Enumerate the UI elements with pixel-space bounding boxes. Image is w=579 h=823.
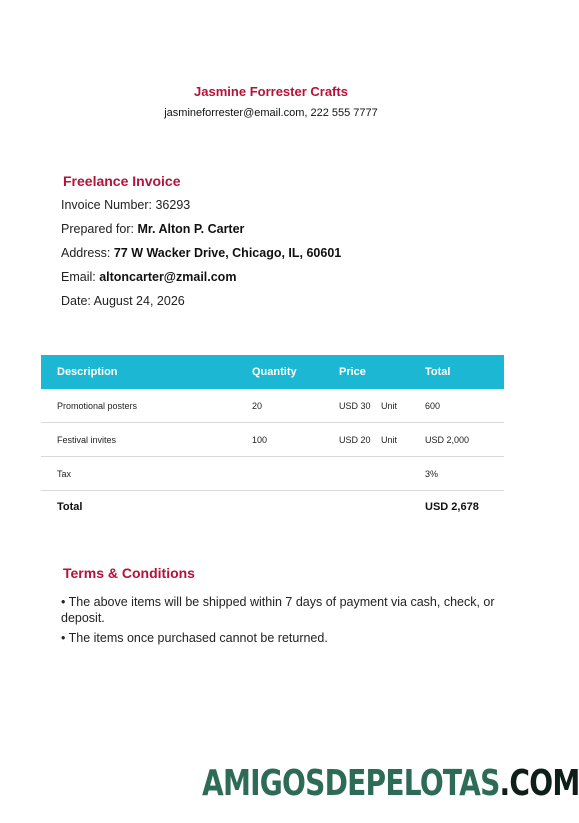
total-label: Total xyxy=(57,501,83,513)
terms-list xyxy=(61,594,501,650)
company-contact: jasmineforrester@email.com, 222 555 7777 xyxy=(164,107,378,119)
row-unit: Unit xyxy=(381,435,398,445)
header-price: Price xyxy=(339,366,366,378)
terms-item: • The items once purchased cannot be returned. xyxy=(61,631,328,645)
watermark-tld: .COM xyxy=(499,762,579,804)
date-label: Date: xyxy=(61,294,94,308)
address-label: Address: xyxy=(61,246,114,260)
company-name: Jasmine Forrester Crafts xyxy=(194,84,348,99)
email-line xyxy=(61,270,236,284)
prepared-for-label: Prepared for: xyxy=(61,222,138,236)
email-label: Email: xyxy=(61,270,100,284)
row-unit: Unit xyxy=(381,401,398,411)
row-description: Tax xyxy=(57,469,72,479)
header-total: Total xyxy=(425,366,451,378)
address-value: 77 W Wacker Drive, Chicago, IL, 60601 xyxy=(113,246,342,260)
row-total: 600 xyxy=(425,401,441,411)
total-value: USD 2,678 xyxy=(425,501,479,513)
prepared-for-line xyxy=(61,222,244,236)
row-description: Promotional posters xyxy=(57,401,138,411)
table-row xyxy=(41,389,504,423)
table-total-row xyxy=(41,491,504,524)
terms-title: Terms & Conditions xyxy=(63,565,195,581)
watermark-logo xyxy=(202,758,579,808)
row-quantity: 100 xyxy=(252,435,268,445)
email-value: altoncarter@zmail.com xyxy=(99,270,237,284)
header-quantity: Quantity xyxy=(252,366,297,378)
terms-item: • The above items will be shipped within 7 days of payment via cash, check, or deposit. xyxy=(61,595,495,625)
table-row xyxy=(41,457,504,491)
table-row xyxy=(41,423,504,457)
row-quantity: 20 xyxy=(252,401,263,411)
invoice-number-label: Invoice Number: xyxy=(61,198,156,212)
watermark-brand: AMIGOSDEPELOTAS xyxy=(202,762,500,804)
row-description: Festival invites xyxy=(57,435,117,445)
row-total: 3% xyxy=(425,469,439,479)
invoice-number: 36293 xyxy=(155,198,191,212)
invoice-title: Freelance Invoice xyxy=(63,173,181,189)
table-header xyxy=(41,355,504,389)
address-line xyxy=(61,246,341,260)
row-total: USD 2,000 xyxy=(425,435,470,445)
date-line xyxy=(61,294,185,308)
row-price: USD 20 xyxy=(339,435,371,445)
invoice-number-line xyxy=(61,198,190,212)
header-description: Description xyxy=(57,366,118,378)
invoice-table xyxy=(41,355,504,524)
prepared-for-name: Mr. Alton P. Carter xyxy=(137,222,245,236)
row-price: USD 30 xyxy=(339,401,371,411)
date-value: August 24, 2026 xyxy=(93,294,185,308)
